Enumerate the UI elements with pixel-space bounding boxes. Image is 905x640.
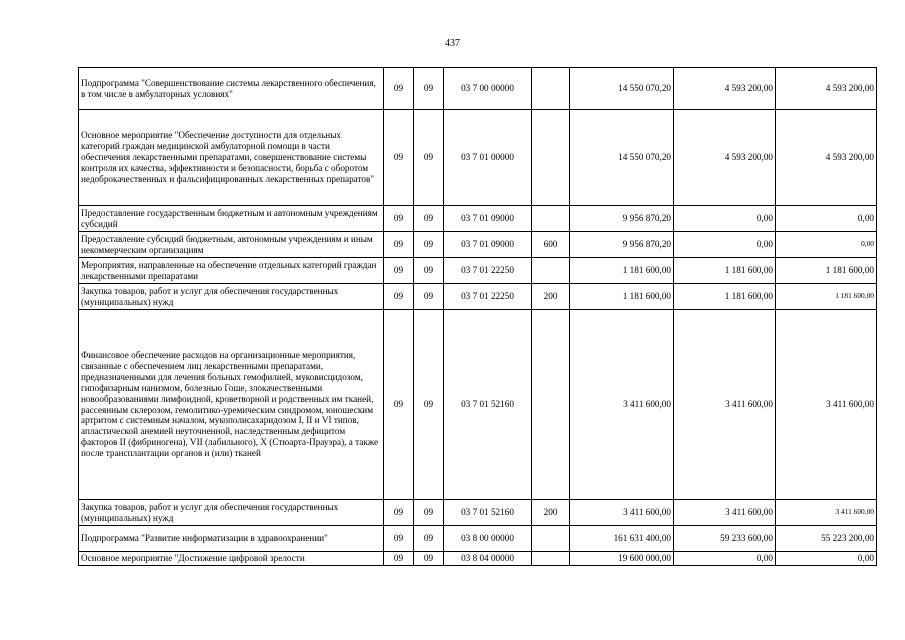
target-article-code: 03 7 01 00000 [444, 110, 532, 206]
amount-year-3: 3 411 600,00 [776, 310, 877, 500]
target-article-code: 03 7 01 52160 [444, 500, 532, 526]
subsection-code: 09 [414, 68, 444, 110]
amount-year-1: 14 550 070,20 [570, 110, 674, 206]
amount-year-1: 9 956 870,20 [570, 232, 674, 258]
subsection-code: 09 [414, 500, 444, 526]
section-code: 09 [384, 284, 414, 310]
section-code: 09 [384, 310, 414, 500]
amount-year-2: 1 181 600,00 [674, 284, 776, 310]
item-name: Предоставление субсидий бюджетным, автономным учреждениям и иным некоммерческим организациям [79, 232, 384, 258]
section-code: 09 [384, 206, 414, 232]
amount-year-1: 3 411 600,00 [570, 500, 674, 526]
table-row [79, 110, 877, 206]
item-name: Предоставление государственным бюджетным и автономным учреждениям субсидий [79, 206, 384, 232]
target-article-code: 03 7 01 22250 [444, 284, 532, 310]
expense-type-code: 200 [532, 500, 570, 526]
target-article-code: 03 7 01 09000 [444, 206, 532, 232]
amount-year-3: 3 411 600,00 [776, 500, 877, 526]
amount-year-1: 19 600 000,00 [570, 552, 674, 566]
amount-year-2: 0,00 [674, 206, 776, 232]
subsection-code: 09 [414, 206, 444, 232]
amount-year-1: 161 631 400,00 [570, 526, 674, 552]
section-code: 09 [384, 110, 414, 206]
subsection-code: 09 [414, 310, 444, 500]
budget-table [78, 67, 877, 566]
expense-type-code [532, 310, 570, 500]
amount-year-3: 55 223 200,00 [776, 526, 877, 552]
amount-year-1: 1 181 600,00 [570, 284, 674, 310]
amount-year-2: 3 411 600,00 [674, 310, 776, 500]
subsection-code: 09 [414, 284, 444, 310]
subsection-code: 09 [414, 552, 444, 566]
amount-year-1: 1 181 600,00 [570, 258, 674, 284]
amount-year-1: 14 550 070,20 [570, 68, 674, 110]
section-code: 09 [384, 258, 414, 284]
subsection-code: 09 [414, 258, 444, 284]
target-article-code: 03 8 00 00000 [444, 526, 532, 552]
expense-type-code [532, 68, 570, 110]
target-article-code: 03 7 00 00000 [444, 68, 532, 110]
item-name: Закупка товаров, работ и услуг для обеспечения государственных (муниципальных) нужд [79, 284, 384, 310]
expense-type-code: 200 [532, 284, 570, 310]
table-row [79, 552, 877, 566]
target-article-code: 03 7 01 09000 [444, 232, 532, 258]
target-article-code: 03 7 01 52160 [444, 310, 532, 500]
subsection-code: 09 [414, 526, 444, 552]
section-code: 09 [384, 68, 414, 110]
amount-year-3: 0,00 [776, 552, 877, 566]
expense-type-code [532, 526, 570, 552]
expense-type-code [532, 206, 570, 232]
amount-year-3: 4 593 200,00 [776, 110, 877, 206]
section-code: 09 [384, 526, 414, 552]
amount-year-3: 0,00 [776, 206, 877, 232]
amount-year-2: 0,00 [674, 552, 776, 566]
target-article-code: 03 8 04 00000 [444, 552, 532, 566]
amount-year-3: 1 181 600,00 [776, 284, 877, 310]
amount-year-3: 4 593 200,00 [776, 68, 877, 110]
table-row [79, 258, 877, 284]
table-row [79, 206, 877, 232]
table-row [79, 284, 877, 310]
target-article-code: 03 7 01 22250 [444, 258, 532, 284]
item-name: Финансовое обеспечение расходов на организационные мероприятия, связанные с обеспечением лиц лекарственными препаратами, предназначенными для лечения больных гемофилией, муковисцидозом, гипофизарным нанизмом, болезнью Гоше, злокачественными новообразованиями лимфоидной, кроветворной и родственных им тканей, рассеянным склерозом, гемолитико-уремическим синдромом, юношеским артритом с системным началом, мукополисахаридозом I, II и VI типов, апластической анемией неуточненной, наследственным дефицитом факторов II (фибриногена), VII (лабильного), X (Стюарта-Прауэра), а также после трансплантации органов и (или) тканей [79, 310, 384, 500]
amount-year-2: 59 233 600,00 [674, 526, 776, 552]
table-row [79, 232, 877, 258]
section-code: 09 [384, 232, 414, 258]
amount-year-2: 4 593 200,00 [674, 68, 776, 110]
table-row [79, 310, 877, 500]
section-code: 09 [384, 500, 414, 526]
item-name: Подпрограмма "Развитие информатизации в здравоохранении" [79, 526, 384, 552]
amount-year-3: 1 181 600,00 [776, 258, 877, 284]
table-body [79, 68, 877, 566]
amount-year-1: 3 411 600,00 [570, 310, 674, 500]
subsection-code: 09 [414, 110, 444, 206]
amount-year-2: 3 411 600,00 [674, 500, 776, 526]
amount-year-1: 9 956 870,20 [570, 206, 674, 232]
expense-type-code [532, 110, 570, 206]
amount-year-2: 1 181 600,00 [674, 258, 776, 284]
table-row [79, 68, 877, 110]
subsection-code: 09 [414, 232, 444, 258]
item-name: Подпрограмма "Совершенствование системы лекарственного обеспечения, в том числе в амбулаторных условиях" [79, 68, 384, 110]
expense-type-code: 600 [532, 232, 570, 258]
section-code: 09 [384, 552, 414, 566]
amount-year-3: 0,00 [776, 232, 877, 258]
amount-year-2: 0,00 [674, 232, 776, 258]
item-name: Основное мероприятие "Достижение цифровой зрелости [79, 552, 384, 566]
item-name: Закупка товаров, работ и услуг для обеспечения государственных (муниципальных) нужд [79, 500, 384, 526]
table-row [79, 526, 877, 552]
table-row [79, 500, 877, 526]
item-name: Мероприятия, направленные на обеспечение отдельных категорий граждан лекарственными препаратами [79, 258, 384, 284]
item-name: Основное мероприятие "Обеспечение доступности для отдельных категорий граждан медицинской амбулаторной помощи в части обеспечения лекарственными препаратами, совершенствование системы контроля их качества, эффективности и безопасности, борьба с оборотом недоброкачественных и фальсифицированных лекарственных препаратов" [79, 110, 384, 206]
page-number: 437 [445, 38, 460, 49]
expense-type-code [532, 258, 570, 284]
expense-type-code [532, 552, 570, 566]
amount-year-2: 4 593 200,00 [674, 110, 776, 206]
